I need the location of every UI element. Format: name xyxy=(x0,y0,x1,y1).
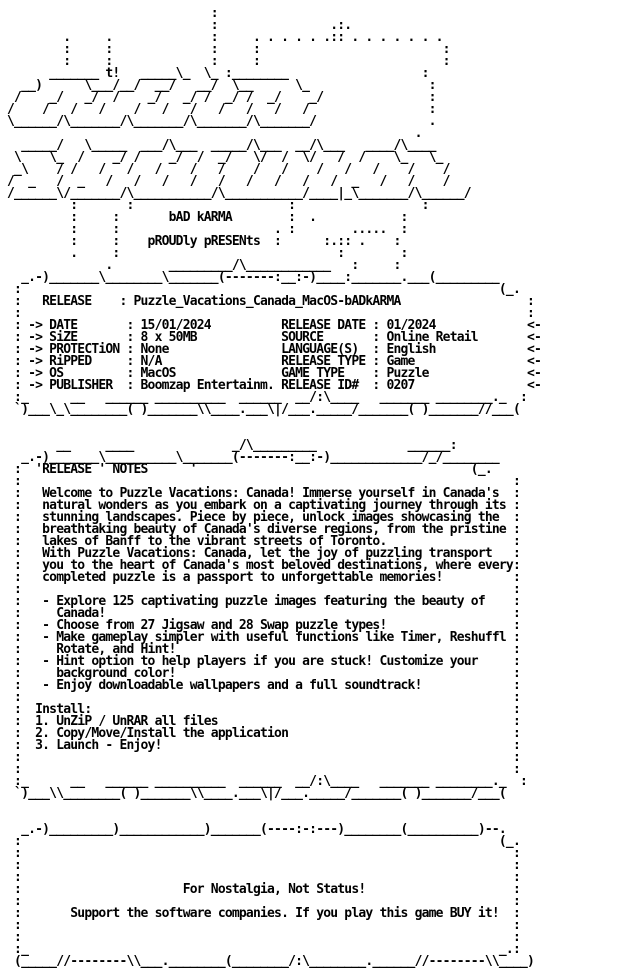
nfo-line: : : xyxy=(0,474,520,489)
nfo-line: _.-)_______\________\_______(-------:__:-)____:_______.___(_________ xyxy=(0,270,499,285)
nfo-line: : : xyxy=(0,750,520,765)
nfo-line: : Rotate, and Hint! : xyxy=(0,642,520,657)
nfo-text xyxy=(0,8,624,968)
nfo-line: : completed puzzle is a passport to unforgettable memories! : xyxy=(0,570,520,585)
nfo-line: : : xyxy=(0,582,520,597)
nfo-line: : Canada! : xyxy=(0,606,520,621)
nfo-line: : (_. xyxy=(0,834,520,849)
nfo-line: / _ / _ / / / / / / / / / _ / / / xyxy=(0,174,450,189)
nfo-line: : Welcome to Puzzle Vacations: Canada! Immerse yourself in Canada's : xyxy=(0,486,520,501)
nfo-line: : xyxy=(0,8,218,21)
nfo-line: : lakes of Banff to the vibrant streets of Toronto. : xyxy=(0,534,520,549)
nfo-line: : (_. xyxy=(0,282,520,297)
nfo-line: : : xyxy=(0,918,520,933)
nfo-line: : - Make gameplay simpler with useful functions like Timer, Reshuffl : xyxy=(0,630,520,645)
nfo-line: : For Nostalgia, Not Status! : xyxy=(0,882,520,897)
nfo-line: : : xyxy=(0,690,520,705)
nfo-line: : : xyxy=(0,930,520,945)
nfo-line: : 'RELEASE ' NOTES ' (_. xyxy=(0,462,492,477)
nfo-line: `)___\_\________( )_______\\____.___\|/___._____/_______( )_______//___( xyxy=(0,402,520,417)
nfo-line: : : xyxy=(0,306,535,321)
nfo-line: : : xyxy=(0,846,520,861)
nfo-line xyxy=(0,800,624,812)
nfo-line: : : bAD kARMA : . : xyxy=(0,210,408,225)
nfo-line: /______\/_______/\___________/\___________/____|_\_______/\______/ xyxy=(0,186,471,201)
nfo-line: . _________/\____________ : : xyxy=(0,258,401,273)
nfo-line: : - Choose from 27 Jigsaw and 28 Swap puzzle types! : xyxy=(0,618,520,633)
nfo-line: : : : : : xyxy=(0,54,450,69)
nfo-line: : - Hint option to help players if you are stuck! Customize your : xyxy=(0,654,520,669)
nfo-line: : -> DATE : 15/01/2024 RELEASE DATE : 01/2024 <- xyxy=(0,318,542,333)
nfo-line: : RELEASE : Puzzle_Vacations_Canada_MacOS-bADkARMA : xyxy=(0,294,535,309)
nfo-line: : - Explore 125 captivating puzzle images featuring the beauty of : xyxy=(0,594,520,609)
nfo-line: `)___\\________( )_______\\____.___\|/___._____/_______( )_______/___( xyxy=(0,786,506,801)
nfo-line: : -> OS : MacOS GAME TYPE : Puzzle <- xyxy=(0,366,542,381)
nfo-line: :_ __ ______ __________ ______ __/:\____ _______ ________._ : xyxy=(0,774,528,789)
nfo-line: : : : : : xyxy=(0,42,450,57)
nfo-line: : breathtaking beauty of Canada's diverse regions, from the pristine : xyxy=(0,522,520,537)
nfo-line: / _/ _/ / _/ _/ / _/ / _/ _/ : xyxy=(0,90,436,105)
nfo-line: __) \___/__/ __/ __/ \__ \_ : xyxy=(0,78,436,93)
nfo-line: : you to the heart of Canada's most beloved destinations, where every: xyxy=(0,558,520,573)
nfo-line: : -> SiZE : 8 x 50MB SOURCE : Online Retail <- xyxy=(0,330,542,345)
nfo-line: : Install: : xyxy=(0,702,520,717)
nfo-line: : -> PUBLISHER : Boomzap Entertainm. RELEASE ID# : 0207 <- xyxy=(0,378,542,393)
nfo-line: . . : . . . . . .:: . . . . . . . xyxy=(0,30,443,45)
nfo-line: :_ __ ______ __________ ______ __/:\____ _______ ________._ : xyxy=(0,390,528,405)
nfo-line: : : xyxy=(0,870,520,885)
nfo-line: : background color! : xyxy=(0,666,520,681)
nfo-line: : - Enjoy downloadable wallpapers and a full soundtrack! : xyxy=(0,678,520,693)
nfo-line xyxy=(0,416,624,428)
nfo-line: __ ____ _/\_________ ______: xyxy=(0,438,457,453)
nfo-line: : With Puzzle Vacations: Canada, let the joy of puzzling transport : xyxy=(0,546,520,561)
nfo-line: : Support the software companies. If you play this game BUY it! : xyxy=(0,906,520,921)
nfo-line: \ \_ / _/ / _/ / _/ \/ / \/ / / \_ \_ xyxy=(0,150,443,165)
nfo-line: : 2. Copy/Move/Install the application : xyxy=(0,726,520,741)
nfo-line: : .:. xyxy=(0,18,352,33)
nfo-line: : -> RiPPED : N/A RELEASE TYPE : Game <- xyxy=(0,354,542,369)
nfo-line: : natural wonders as you embark on a captivating journey through its : xyxy=(0,498,520,513)
nfo-line: _\ / / / / / / / / / / / / / / xyxy=(0,162,450,177)
nfo-line: : : pROUDly pRESENts : :.:: . : xyxy=(0,234,401,249)
nfo-line: _____/ \_____ ___/\___ _____/\___ __/\___ ____/\____ xyxy=(0,138,436,153)
nfo-line: : stunning landscapes. Piece by piece, unlock images showcasing the : xyxy=(0,510,520,525)
nfo-line: : : : : xyxy=(0,198,429,213)
nfo-line: : : xyxy=(0,762,520,777)
nfo-line: :_ _.: xyxy=(0,942,520,957)
nfo-line: : : . : ..... : xyxy=(0,222,408,237)
nfo-line: : : xyxy=(0,894,520,909)
nfo-line: / / / / / / / / / / / : xyxy=(0,102,436,117)
nfo-line: \______/\_______/\_______/\_______/\_______/ . xyxy=(0,114,436,129)
nfo-line: : -> PROTECTiON : None LANGUAGE(S) : English <- xyxy=(0,342,542,357)
nfo-line: . xyxy=(0,126,422,141)
nfo-line: : : xyxy=(0,858,520,873)
nfo-line: _.-)_______\__________\_______(-------:__:-)_____________/_/________ xyxy=(0,450,499,465)
nfo-line: : 3. Launch - Enjoy! : xyxy=(0,738,520,753)
nfo-line: _______ t! _____\_ \_ :________ : xyxy=(0,66,429,81)
nfo-line: : 1. UnZiP / UnRAR all files : xyxy=(0,714,520,729)
nfo-line: . : : : xyxy=(0,246,408,261)
nfo-line: (_____//--------\\___.________(________/:\________.______//--------\\____) xyxy=(0,954,535,968)
nfo-line: _.-)_________)____________)_______(----:-:---)________(__________)--. xyxy=(0,822,506,837)
